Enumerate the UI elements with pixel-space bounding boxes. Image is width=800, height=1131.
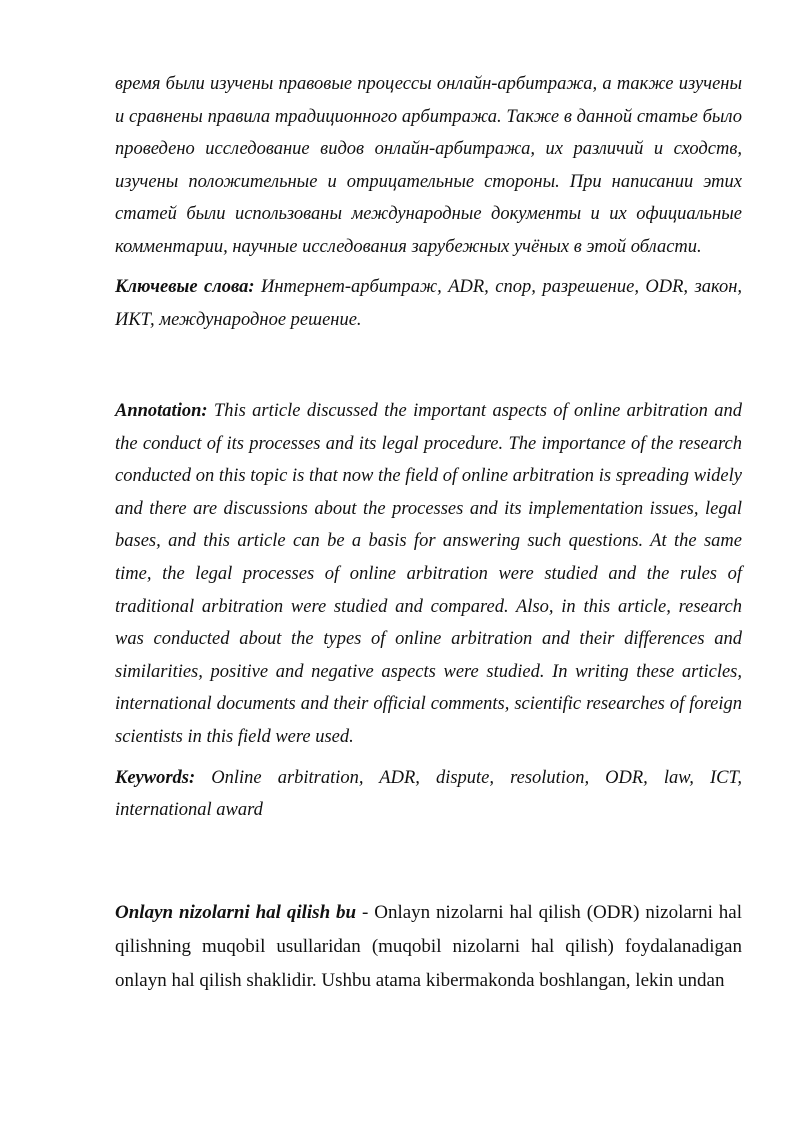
english-annotation-label: Annotation:: [115, 401, 208, 421]
english-annotation-text: This article discussed the important aspects of online arbitration and the conduct of its processes and its legal procedure. The importance of the research conducted on this topic is that now the field of online arbitration is spreading widely and there are discussions about the processes and its implementation issues, legal bases, and this article can be a basis for answering such questions. At the same time, the legal processes of online arbitration were studied and the rules of traditional arbitration were studied and compared. Also, in this article, research was conducted about the types of online arbitration and their differences and similarities, positive and negative aspects were studied. In writing these articles, international documents and their official comments, scientific researches of foreign scientists in this field were used.: [115, 401, 742, 747]
document-body: [115, 68, 742, 998]
russian-abstract-paragraph: [115, 68, 742, 263]
uzbek-section-heading: Onlayn nizolarni hal qilish bu: [115, 901, 357, 923]
english-keywords-text: Online arbitration, ADR, dispute, resolution, ODR, law, ICT, international award: [115, 767, 742, 821]
russian-keywords-label: Ключевые слова:: [115, 277, 255, 297]
russian-abstract-text: время были изучены правовые процессы онлайн-арбитража, а также изучены и сравнены правила традиционного арбитража. Также в данной статье было проведено исследование видов онлайн-арбитража, их различий и сходств, изучены положительные и отрицательные стороны. При написании этих статей были использованы международные документы и их официальные комментарии, научные исследования зарубежных учёных в этой области.: [115, 74, 742, 257]
russian-keywords-text: Интернет-арбитраж, ADR, спор, разрешение, ODR, закон, ИКТ, международное решение.: [115, 277, 742, 330]
russian-keywords-paragraph: [115, 271, 742, 336]
uzbek-body-text: - Onlayn nizolarni hal qilish (ODR) nizolarni hal qilishning muqobil usullaridan (muqobil nizolarni hal qilish) foydalanadigan onlayn hal qilish shaklidir. Ushbu atama kibermakonda boshlangan, lekin undan: [115, 901, 742, 991]
english-annotation-paragraph: [115, 395, 742, 754]
english-keywords-label: Keywords:: [115, 767, 196, 788]
english-keywords-paragraph: [115, 762, 742, 827]
uzbek-body-paragraph: [115, 896, 742, 998]
